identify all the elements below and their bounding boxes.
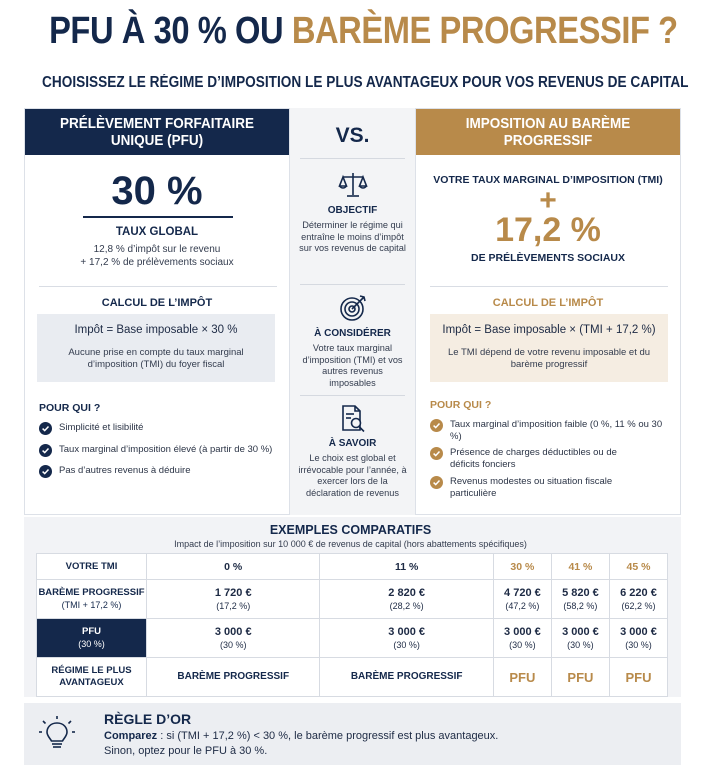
- golden-rule-line-1: [104, 730, 498, 742]
- pfu-calc-title: CALCUL DE L’IMPÔT: [101, 297, 213, 309]
- table-header-cell: 0 %: [147, 554, 320, 580]
- bareme-card-heading: [416, 109, 680, 155]
- cell-value: 4 720 €: [504, 586, 541, 599]
- cell-pct: (30 %): [509, 639, 536, 650]
- pfu-rate-label: TAUX GLOBAL: [115, 226, 199, 238]
- page-title: [49, 10, 678, 53]
- table-header-cell: 45 %: [609, 554, 667, 580]
- divider: [430, 286, 668, 287]
- lightbulb-icon: [38, 715, 76, 753]
- pfu-for-who-title: POUR QUI ?: [39, 402, 101, 414]
- golden-rule-line-2: Sinon, optez pour le PFU à 30 %.: [104, 745, 268, 757]
- table-row: [37, 554, 668, 580]
- cell-value: 3 000 €: [562, 625, 599, 638]
- pfu-card: [24, 108, 290, 515]
- divider: [300, 284, 405, 285]
- cell-pct: (30 %): [219, 639, 247, 650]
- pfu-rate-underline: [83, 216, 233, 218]
- pfu-formula: Impôt = Base imposable × 30 %: [74, 324, 238, 336]
- table-cell: [493, 619, 551, 658]
- bareme-for-who-title: POUR QUI ?: [430, 399, 492, 411]
- golden-rule-box: [24, 703, 681, 765]
- table-cell: [147, 580, 320, 619]
- scales-icon: [338, 170, 368, 200]
- check-icon: [39, 465, 52, 478]
- list-item-text: Revenus modestes ou situation fiscale particulière: [450, 476, 613, 499]
- table-cell: [320, 580, 493, 619]
- pfu-detail-1: 12,8 % d’impôt sur le revenu: [93, 244, 221, 255]
- pfu-formula-box: [37, 314, 275, 382]
- page-subtitle: CHOISISSEZ LE RÉGIME D’IMPOSITION LE PLUS AVANTAGEUX POUR VOS REVENUS DE CAPITAL: [42, 74, 689, 91]
- examples-table: [36, 553, 668, 697]
- row-label-pfu: [37, 619, 147, 658]
- target-icon: [338, 293, 368, 323]
- pfu-detail-2: + 17,2 % de prélèvements sociaux: [80, 257, 234, 268]
- table-cell: [609, 580, 667, 619]
- cell-pct: (58,2 %): [563, 600, 598, 611]
- bareme-formula-box: [430, 314, 668, 382]
- social-rate-label: DE PRÉLÈVEMENTS SOCIAUX: [470, 252, 626, 264]
- table-header-cell: 11 %: [320, 554, 493, 580]
- pfu-rate: 30 %: [111, 169, 203, 213]
- savoir-text: Le choix est global et irrévocable pour l’année, à exercer lors de la déclaration de revenus: [298, 453, 407, 498]
- considerer-text: Votre taux marginal d’imposition (TMI) et vos autres revenus imposables: [302, 343, 403, 388]
- cell-pct: (17,2 %): [216, 600, 251, 611]
- table-row: [37, 580, 668, 619]
- table-header-label: VOTRE TMI: [37, 554, 147, 580]
- cell-pct: (30 %): [567, 639, 594, 650]
- row-label-bareme: [37, 580, 147, 619]
- table-header-cell: 41 %: [551, 554, 609, 580]
- bareme-formula: Impôt = Base imposable × (TMI + 17,2 %): [442, 324, 656, 336]
- savoir-title: À SAVOIR: [328, 438, 377, 449]
- examples-subtitle: Impact de l’imposition sur 10 000 € de revenus de capital (hors abattements spécifiques): [174, 539, 527, 549]
- table-cell: BARÈME PROGRESSIF: [147, 658, 320, 697]
- pfu-rate-detail: [25, 243, 289, 269]
- row-label-sub: (30 %): [78, 638, 105, 649]
- table-cell: PFU: [609, 658, 667, 697]
- bareme-formula-note: Le TMI dépend de votre revenu imposable et du barème progressif: [447, 347, 651, 370]
- divider: [300, 158, 405, 159]
- golden-rule-title: RÈGLE D’OR: [104, 711, 192, 727]
- check-icon: [430, 419, 443, 432]
- bareme-card: [415, 108, 681, 515]
- table-cell: PFU: [493, 658, 551, 697]
- pfu-heading-text: PRÉLÈVEMENT FORFAITAIRE UNIQUE (PFU): [59, 115, 255, 149]
- cell-value: 3 000 €: [214, 625, 252, 638]
- golden-rule-text: : si (TMI + 17,2 %) < 30 %, le barème progressif est plus avantageux.: [157, 730, 499, 742]
- row-label-sub: (TMI + 17,2 %): [61, 599, 122, 610]
- pfu-card-heading: [25, 109, 289, 155]
- cell-value: 3 000 €: [620, 625, 657, 638]
- row-label-text: PFU: [82, 625, 101, 637]
- pfu-formula-note: Aucune prise en compte du taux marginal d’imposition (TMI) du foyer fiscal: [68, 347, 244, 370]
- check-icon: [39, 422, 52, 435]
- cell-value: 3 000 €: [504, 625, 541, 638]
- bareme-calc-title: CALCUL DE L’IMPÔT: [492, 297, 604, 309]
- table-cell: [551, 619, 609, 658]
- document-search-icon: [338, 404, 368, 434]
- table-cell: BARÈME PROGRESSIF: [320, 658, 493, 697]
- examples-title: EXEMPLES COMPARATIFS: [269, 523, 432, 537]
- divider: [39, 286, 277, 287]
- objectif-text: Déterminer le régime qui entraîne le moins d’impôt sur vos revenus de capital: [299, 220, 406, 253]
- table-row: [37, 658, 668, 697]
- vs-label: VS.: [335, 124, 370, 147]
- check-icon: [39, 444, 52, 457]
- golden-rule-lead: Comparez: [104, 730, 158, 742]
- table-cell: [147, 619, 320, 658]
- table-cell: [609, 619, 667, 658]
- table-cell: [493, 580, 551, 619]
- list-item-text: Simplicité et lisibilité: [59, 422, 144, 433]
- list-item-text: Taux marginal d’imposition faible (0 %, 11 % ou 30 %): [450, 419, 663, 442]
- cell-value: 5 820 €: [562, 586, 599, 599]
- table-cell: [320, 619, 493, 658]
- cell-pct: (47,2 %): [505, 600, 540, 611]
- cell-value: 2 820 €: [388, 586, 425, 599]
- list-item-text: Pas d’autres revenus à déduire: [59, 465, 191, 476]
- row-label-advantageous: RÉGIME LE PLUS AVANTAGEUX: [37, 658, 147, 697]
- row-label-text: BARÈME PROGRESSIF: [38, 586, 145, 598]
- bareme-heading-text: IMPOSITION AU BARÈME PROGRESSIF: [465, 115, 631, 149]
- table-header-cell: 30 %: [493, 554, 551, 580]
- tmi-title: VOTRE TAUX MARGINAL D’IMPOSITION (TMI): [433, 174, 663, 186]
- objectif-title: OBJECTIF: [327, 205, 378, 216]
- cell-pct: (30 %): [393, 639, 420, 650]
- title-part-1: PFU À 30 % OU: [49, 10, 284, 52]
- social-rate: 17,2 %: [495, 211, 601, 249]
- cell-pct: (30 %): [625, 639, 652, 650]
- cell-value: 6 220 €: [620, 586, 657, 599]
- table-row: [37, 619, 668, 658]
- considerer-title: À CONSIDÉRER: [314, 328, 391, 339]
- list-item-text: Présence de charges déductibles ou de déficits fonciers: [450, 447, 617, 470]
- table-cell: PFU: [551, 658, 609, 697]
- list-item-text: Taux marginal d’imposition élevé (à partir de 30 %): [59, 444, 273, 455]
- check-icon: [430, 447, 443, 460]
- title-part-2: BARÈME PROGRESSIF ?: [291, 10, 678, 52]
- cell-pct: (62,2 %): [621, 600, 656, 611]
- check-icon: [430, 476, 443, 489]
- comparison-middle-column: [290, 108, 415, 515]
- divider: [300, 395, 405, 396]
- cell-value: 1 720 €: [214, 586, 252, 599]
- cell-pct: (28,2 %): [389, 600, 424, 611]
- table-cell: [551, 580, 609, 619]
- cell-value: 3 000 €: [388, 625, 425, 638]
- plus-sign: +: [539, 184, 557, 217]
